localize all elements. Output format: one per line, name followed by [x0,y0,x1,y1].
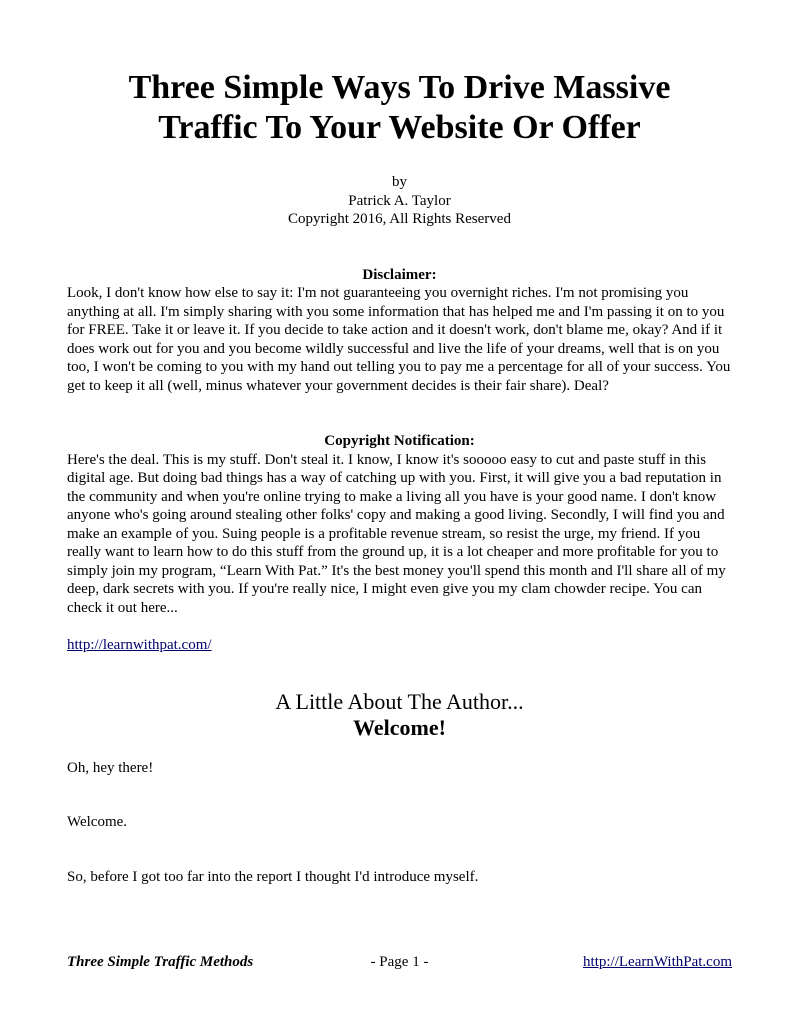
about-heading: A Little About The Author... [275,688,524,714]
byline [67,173,732,229]
copyright-text: Here's the deal. This is my stuff. Don't steal it. I know, I know it's sooooo easy to cut and paste stuff in this digital age. But doing bad things has a way of catching up with you. First, it will give you a bad reputation in the community and when you're online trying to make a living all you have is your good name. I don't know anyone who's going around stealing other folks' copy and making a good living. Secondly, I will find you and make an example of you. Suing people is a profitable revenue stream, so resist the urge, my friend. If you really want to learn how to do this stuff from the ground up, it is a lot cheaper and more profitable for you to simply join my program, “Learn With Pat.” It's the best money you'll spend this month and I'll share all of my deep, dark secrets with you. If you're really nice, I might even give you my clam chowder recipe. You can check it out here... [67,451,726,616]
page-content [67,68,732,886]
footer-title: Three Simple Traffic Methods [67,954,254,970]
page-footer [67,953,732,973]
welcome-line: Welcome. [67,814,128,830]
disclaimer-section [67,266,732,396]
disclaimer-text: Look, I don't know how else to say it: I'm not guaranteeing you overnight riches. I'm not promising you anything at all. I'm simply sharing with you some information that has helped me and I'm passing it on to you for FREE. Take it or leave it. If you decide to take action and it doesn't work, don't blame me, okay? And if it does work out for you and you become wildly successful and live the life of your dreams, well that is on you too, I won't be coming to you with my hand out telling you to pay me a percentage for all of your success. You get to keep it all (well, minus whatever your government decides is their fair share). Deal? [67,285,731,394]
greeting-line: Oh, hey there! [67,759,154,776]
disclaimer-heading: Disclaimer: [362,266,437,283]
copyright-section [67,432,732,655]
footer-page-number: - Page 1 - [370,954,429,970]
copyright-heading: Copyright Notification: [324,433,475,449]
copyright-line: Copyright 2016, All Rights Reserved [288,211,511,227]
link-line [67,636,732,655]
welcome-heading: Welcome! [353,714,446,740]
footer-link[interactable]: http://LearnWithPat.com [583,954,732,970]
by-label: by [392,174,407,190]
title-line-2: Traffic To Your Website Or Offer [158,109,641,146]
title-line-1: Three Simple Ways To Drive Massive [128,69,671,106]
document-title [67,68,732,148]
author-name: Patrick A. Taylor [348,192,451,209]
learnwithpat-link[interactable]: http://learnwithpat.com/ [67,637,212,653]
intro-line: So, before I got too far into the report I thought I'd introduce myself. [67,868,479,885]
